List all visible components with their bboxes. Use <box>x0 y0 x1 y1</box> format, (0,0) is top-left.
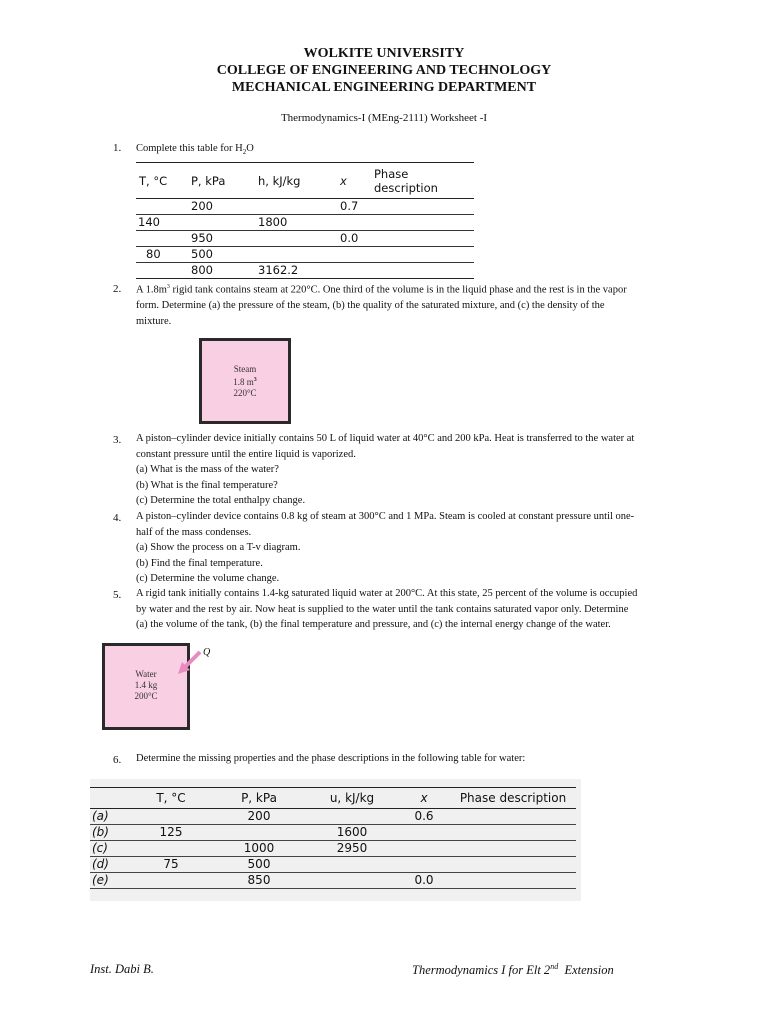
q1-number: 1. <box>113 142 122 154</box>
q2-text <box>136 280 676 329</box>
table-cell: (b) <box>90 825 130 841</box>
q1-col-temperature: T, °C <box>136 163 188 199</box>
footer-course-b: Extension <box>558 963 614 978</box>
footer-course-sup: nd <box>550 962 559 971</box>
water-label: Water <box>135 669 157 679</box>
table-cell: 800 <box>188 263 255 279</box>
q2-line-1 <box>136 280 676 298</box>
table-row <box>136 263 474 279</box>
table-cell <box>130 841 212 857</box>
q6-col-case <box>90 788 130 809</box>
q3-number: 3. <box>113 434 122 446</box>
table-row <box>90 809 576 825</box>
q4-line: half of the mass condenses. <box>136 526 252 538</box>
water-temperature: 200°C <box>134 691 158 701</box>
table-cell: 200 <box>212 809 306 825</box>
table-cell <box>130 809 212 825</box>
table-cell <box>371 263 474 279</box>
q1-text-prefix: Complete this table for H <box>136 143 243 154</box>
q2-line-2: form. Determine (a) the pressure of the steam, (b) the quality of the saturated mixture, and (c) the density of the <box>136 300 605 311</box>
table-cell: 80 <box>136 247 188 263</box>
university-name: WOLKITE UNIVERSITY <box>303 46 465 61</box>
table-row <box>90 825 576 841</box>
q1-text-sub: 2 <box>242 148 247 157</box>
table-cell <box>255 231 337 247</box>
table-cell <box>255 247 337 263</box>
table-cell: 500 <box>212 857 306 873</box>
heat-label: Q <box>203 647 211 658</box>
table-cell <box>188 215 255 231</box>
q2-line-1-sup: 3 <box>166 284 170 290</box>
q6-text: Determine the missing properties and the phase descriptions in the following table for water: <box>136 753 526 764</box>
table-cell <box>136 199 188 215</box>
q2-line-1a: A 1.8m <box>136 284 167 296</box>
worksheet-title: Thermodynamics-I (MEng-2111) Worksheet -I <box>280 112 488 124</box>
q4-line: (a) Show the process on a T-v diagram. <box>136 542 301 553</box>
q2-number: 2. <box>113 283 122 295</box>
q5-number: 5. <box>113 589 122 601</box>
heat-arrow-icon <box>176 648 206 678</box>
table-cell <box>398 857 450 873</box>
table-cell <box>371 231 474 247</box>
q6-table <box>90 787 576 889</box>
table-cell <box>371 199 474 215</box>
table-cell: 0.6 <box>398 809 450 825</box>
q2-line-1b: rigid tank contains steam at 220°C. One third of the volume is in the liquid phase and the rest is in the vapor <box>169 284 627 296</box>
table-cell <box>450 857 576 873</box>
table-cell: 500 <box>188 247 255 263</box>
steam-volume-sup: 3 <box>253 377 257 383</box>
table-cell <box>306 857 398 873</box>
q4-number: 4. <box>113 512 122 524</box>
table-cell <box>371 247 474 263</box>
table-cell: 3162.2 <box>255 263 337 279</box>
q2-line-3: mixture. <box>136 315 172 327</box>
table-cell: 950 <box>188 231 255 247</box>
table-cell <box>371 215 474 231</box>
q6-col-phase: Phase description <box>450 788 576 809</box>
table-cell: 1600 <box>306 825 398 841</box>
table-row <box>90 873 576 889</box>
table-row <box>136 199 474 215</box>
table-row <box>90 857 576 873</box>
q6-col-quality: x <box>398 788 450 809</box>
table-cell <box>337 263 371 279</box>
table-cell <box>136 231 188 247</box>
college-name: COLLEGE OF ENGINEERING AND TECHNOLOGY <box>216 63 552 78</box>
table-row <box>136 215 474 231</box>
q6-col-internal-energy: u, kJ/kg <box>306 788 398 809</box>
table-cell <box>398 825 450 841</box>
table-cell: (e) <box>90 873 130 889</box>
q4-text <box>136 509 676 587</box>
table-cell: 2950 <box>306 841 398 857</box>
table-cell <box>337 247 371 263</box>
q4-line: (c) Determine the volume change. <box>136 573 280 584</box>
table-cell: 125 <box>130 825 212 841</box>
table-cell <box>212 825 306 841</box>
table-cell: 1800 <box>255 215 337 231</box>
q3-line: A piston–cylinder device initially contains 50 L of liquid water at 40°C and 200 kPa. Heat is transferred to the water at <box>136 433 635 444</box>
q6-col-temperature: T, °C <box>130 788 212 809</box>
water-mass: 1.4 kg <box>134 680 158 690</box>
footer-course <box>412 962 614 978</box>
q1-col-phase: Phase description <box>371 163 474 199</box>
q3-line: (c) Determine the total enthalpy change. <box>136 495 306 506</box>
table-row <box>136 247 474 263</box>
q1-table <box>136 162 474 279</box>
q5-line: by water and the rest by air. Now heat is supplied to the water until the tank contains saturated vapor only. Determine <box>136 603 629 615</box>
table-cell <box>450 825 576 841</box>
table-cell <box>306 873 398 889</box>
table-cell <box>450 873 576 889</box>
table-cell: 200 <box>188 199 255 215</box>
q4-line: (b) Find the final temperature. <box>136 557 263 569</box>
table-cell: 0.7 <box>337 199 371 215</box>
q1-col-quality: x <box>337 163 371 199</box>
table-row <box>136 231 474 247</box>
steam-label: Steam <box>233 364 257 374</box>
q6-table-header-row <box>90 788 576 809</box>
table-cell: (c) <box>90 841 130 857</box>
table-cell: 0.0 <box>398 873 450 889</box>
table-cell: 140 <box>136 215 188 231</box>
table-cell: 0.0 <box>337 231 371 247</box>
q6-col-pressure: P, kPa <box>212 788 306 809</box>
table-cell <box>255 199 337 215</box>
footer-instructor: Inst. Dabi B. <box>90 962 154 976</box>
q5-text <box>136 586 676 633</box>
table-cell <box>130 873 212 889</box>
table-cell: 1000 <box>212 841 306 857</box>
steam-temperature: 220°C <box>233 388 257 398</box>
table-cell <box>337 215 371 231</box>
q3-text <box>136 431 676 509</box>
footer-course-a: Thermodynamics I for Elt 2 <box>412 963 551 978</box>
steam-tank-figure <box>199 338 291 424</box>
table-cell: 850 <box>212 873 306 889</box>
table-cell <box>136 263 188 279</box>
q4-line: A piston–cylinder device contains 0.8 kg of steam at 300°C and 1 MPa. Steam is cooled at constant pressure until one- <box>136 511 635 522</box>
q5-line: (a) the volume of the tank, (b) the final temperature and pressure, and (c) the internal energy change of the water. <box>136 619 611 630</box>
table-row <box>90 841 576 857</box>
q3-line: (a) What is the mass of the water? <box>136 464 279 475</box>
table-cell: 75 <box>130 857 212 873</box>
q6-table-figure <box>90 779 581 901</box>
q1-text <box>136 141 676 161</box>
table-cell <box>306 809 398 825</box>
table-cell <box>450 809 576 825</box>
steam-volume-value: 1.8 m <box>233 377 254 387</box>
q1-table-header-row <box>136 163 474 199</box>
q3-line: (b) What is the final temperature? <box>136 479 278 491</box>
steam-volume <box>202 375 288 388</box>
q1-col-pressure: P, kPa <box>188 163 255 199</box>
q1-text-suffix: O <box>246 143 254 154</box>
department-name: MECHANICAL ENGINEERING DEPARTMENT <box>231 80 537 95</box>
q6-number: 6. <box>113 754 122 766</box>
table-cell: (d) <box>90 857 130 873</box>
table-cell: (a) <box>90 809 130 825</box>
table-cell <box>450 841 576 857</box>
table-cell <box>398 841 450 857</box>
q3-line: constant pressure until the entire liquid is vaporized. <box>136 448 356 460</box>
q5-line: A rigid tank initially contains 1.4-kg saturated liquid water at 200°C. At this state, 25 percent of the volume is occupied <box>136 588 638 599</box>
q1-col-enthalpy: h, kJ/kg <box>255 163 337 199</box>
